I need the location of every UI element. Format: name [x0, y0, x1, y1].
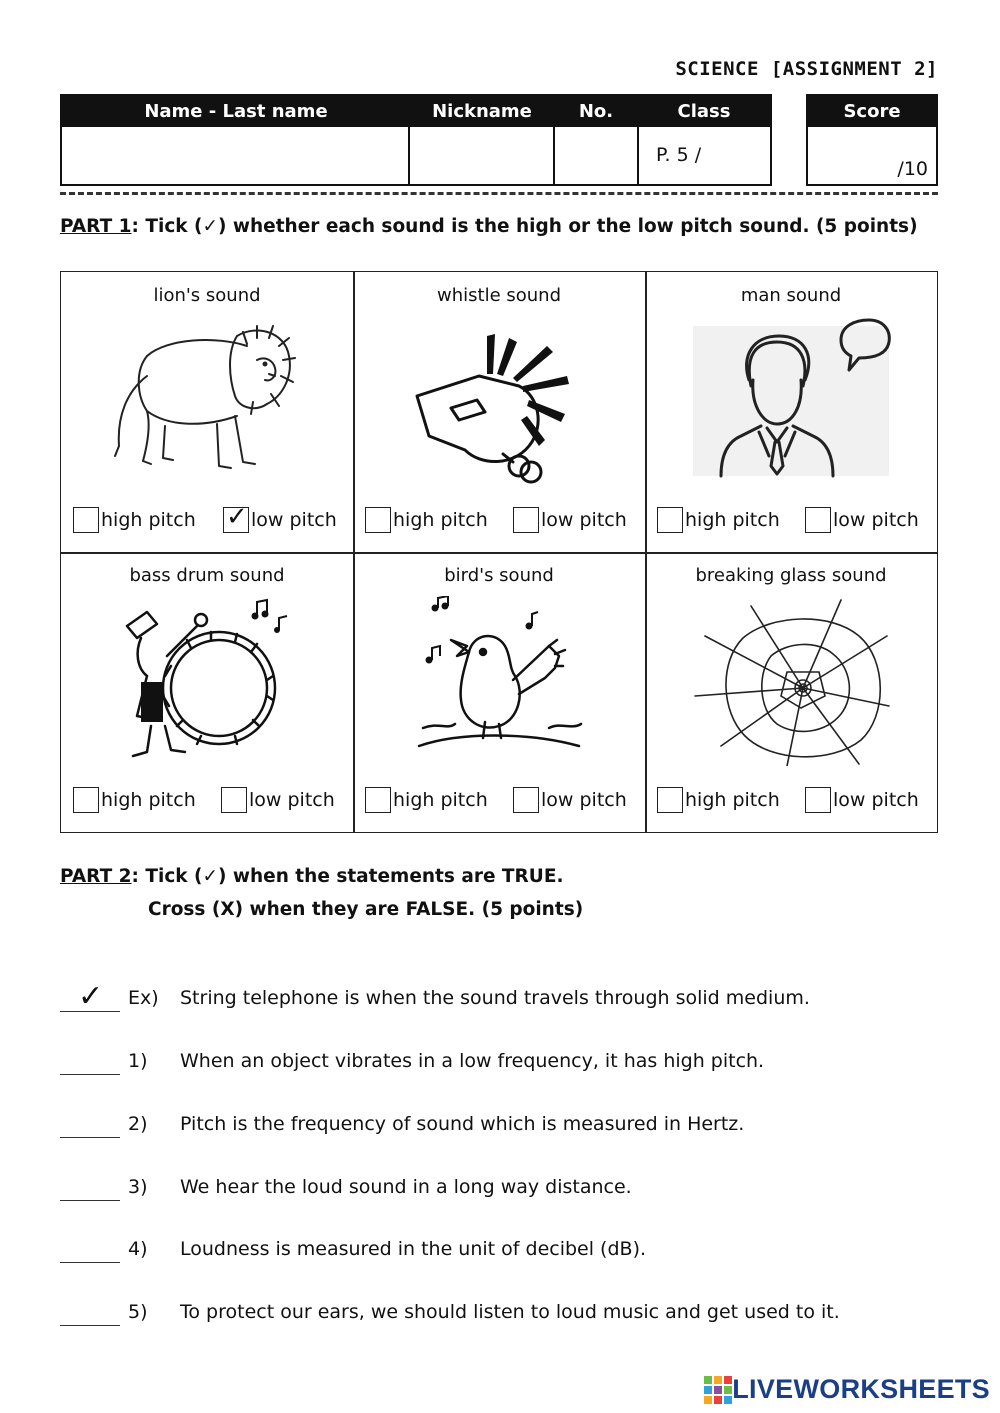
answer-blank[interactable] — [60, 1262, 120, 1263]
pitch-item-bird — [353, 552, 645, 832]
statement-3 — [60, 1176, 940, 1216]
statement-number: 5) — [128, 1301, 148, 1323]
option-low-label: low pitch — [541, 789, 627, 811]
class-value: P. 5 / — [656, 144, 702, 166]
option-high — [73, 506, 196, 534]
item-label: whistle sound — [437, 285, 561, 306]
option-high-label: high pitch — [101, 789, 196, 811]
item-label: bird's sound — [444, 565, 554, 586]
pitch-item-man — [645, 272, 937, 552]
checkbox-high[interactable] — [365, 787, 391, 813]
checkbox-high[interactable] — [657, 787, 683, 813]
student-info-table — [60, 94, 772, 186]
part1-label: PART 1 — [60, 216, 132, 237]
statement-1 — [60, 1050, 940, 1090]
liveworksheets-logo[interactable] — [704, 1374, 990, 1405]
option-high-label: high pitch — [685, 789, 780, 811]
checkbox-high[interactable] — [657, 507, 683, 533]
statement-2 — [60, 1113, 940, 1153]
col-class-header: Class — [677, 101, 731, 122]
checkbox-low[interactable] — [223, 502, 249, 533]
pitch-item-bass-drum — [61, 552, 353, 832]
statement-text: To protect our ears, we should listen to loud music and get used to it. — [180, 1301, 840, 1323]
option-high-label: high pitch — [393, 509, 488, 531]
option-low-label: low pitch — [833, 509, 919, 531]
option-low — [805, 786, 919, 814]
pitch-item-lion — [61, 272, 353, 552]
statement-text: Pitch is the frequency of sound which is measured in Hertz. — [180, 1113, 745, 1135]
whistle-icon — [399, 316, 599, 486]
statement-number: Ex) — [128, 987, 159, 1009]
man-icon — [691, 316, 891, 486]
part2-instruction-line1: : Tick (✓) when the statements are TRUE. — [131, 866, 564, 887]
answer-blank[interactable] — [60, 1074, 120, 1075]
col-name-header: Name - Last name — [144, 101, 328, 122]
option-low — [221, 786, 335, 814]
divider — [408, 127, 410, 184]
checkbox-high[interactable] — [365, 507, 391, 533]
bass-drum-icon — [107, 596, 307, 766]
statement-text: When an object vibrates in a low frequency, it has high pitch. — [180, 1050, 765, 1072]
divider — [553, 127, 555, 184]
statement-text: String telephone is when the sound travels through solid medium. — [180, 987, 810, 1009]
item-label: breaking glass sound — [695, 565, 887, 586]
statement-number: 3) — [128, 1176, 148, 1198]
tick-mark: ✓ — [226, 502, 248, 532]
answer-blank[interactable] — [60, 1325, 120, 1326]
option-high — [365, 506, 488, 534]
option-high — [657, 786, 780, 814]
part2-title — [60, 866, 563, 887]
answer-blank[interactable] — [60, 1137, 120, 1138]
col-nickname-header: Nickname — [432, 101, 532, 122]
statement-number: 1) — [128, 1050, 148, 1072]
pitch-item-whistle — [353, 272, 645, 552]
option-low — [805, 506, 919, 534]
item-label: bass drum sound — [129, 565, 285, 586]
col-number-header: No. — [578, 101, 614, 122]
part1-title — [60, 216, 918, 237]
pitch-item-breaking-glass — [645, 552, 937, 832]
liveworksheets-logo-icon — [704, 1376, 732, 1404]
option-high — [73, 786, 196, 814]
statement-number: 4) — [128, 1238, 148, 1260]
broken-glass-icon — [691, 596, 891, 766]
checkbox-high[interactable] — [73, 507, 99, 533]
statement-4 — [60, 1238, 940, 1278]
statement-example — [60, 979, 940, 1027]
option-low-label: low pitch — [251, 509, 337, 531]
part2-instruction-line2: Cross (X) when they are FALSE. (5 points) — [148, 899, 584, 920]
item-label: man sound — [740, 285, 842, 306]
checkbox-high[interactable] — [73, 787, 99, 813]
checkbox-low[interactable] — [221, 787, 247, 813]
option-high — [657, 506, 780, 534]
statement-text: We hear the loud sound in a long way distance. — [180, 1176, 632, 1198]
answer-blank[interactable] — [60, 1200, 120, 1201]
document-title: SCIENCE [ASSIGNMENT 2] — [675, 58, 938, 80]
option-low — [513, 506, 627, 534]
info-table-header — [62, 96, 770, 127]
score-box — [806, 94, 938, 186]
checkbox-low[interactable] — [805, 787, 831, 813]
answer-mark: ✓ — [78, 979, 104, 1014]
option-high-label: high pitch — [101, 509, 196, 531]
item-label: lion's sound — [153, 285, 261, 306]
option-low — [513, 786, 627, 814]
option-low-label: low pitch — [249, 789, 335, 811]
option-high-label: high pitch — [685, 509, 780, 531]
option-low-label: low pitch — [833, 789, 919, 811]
option-low-label: low pitch — [541, 509, 627, 531]
checkbox-low[interactable] — [805, 507, 831, 533]
statement-text: Loudness is measured in the unit of decibel (dB). — [180, 1238, 647, 1260]
part2-label: PART 2 — [60, 866, 132, 887]
bird-icon — [399, 596, 599, 766]
checkbox-low[interactable] — [513, 507, 539, 533]
liveworksheets-logo-text: LIVEWORKSHEETS — [732, 1374, 990, 1404]
statement-number: 2) — [128, 1113, 148, 1135]
divider — [637, 127, 639, 184]
lion-icon — [107, 316, 307, 486]
option-high-label: high pitch — [393, 789, 488, 811]
pitch-grid — [60, 271, 938, 833]
score-header: Score — [808, 96, 936, 127]
dashed-divider — [60, 192, 938, 195]
option-high — [365, 786, 488, 814]
checkbox-low[interactable] — [513, 787, 539, 813]
statement-5 — [60, 1301, 940, 1341]
score-max: /10 — [897, 158, 928, 180]
part1-instruction: : Tick (✓) whether each sound is the high or the low pitch sound. (5 points) — [131, 216, 918, 237]
option-low — [223, 502, 337, 534]
